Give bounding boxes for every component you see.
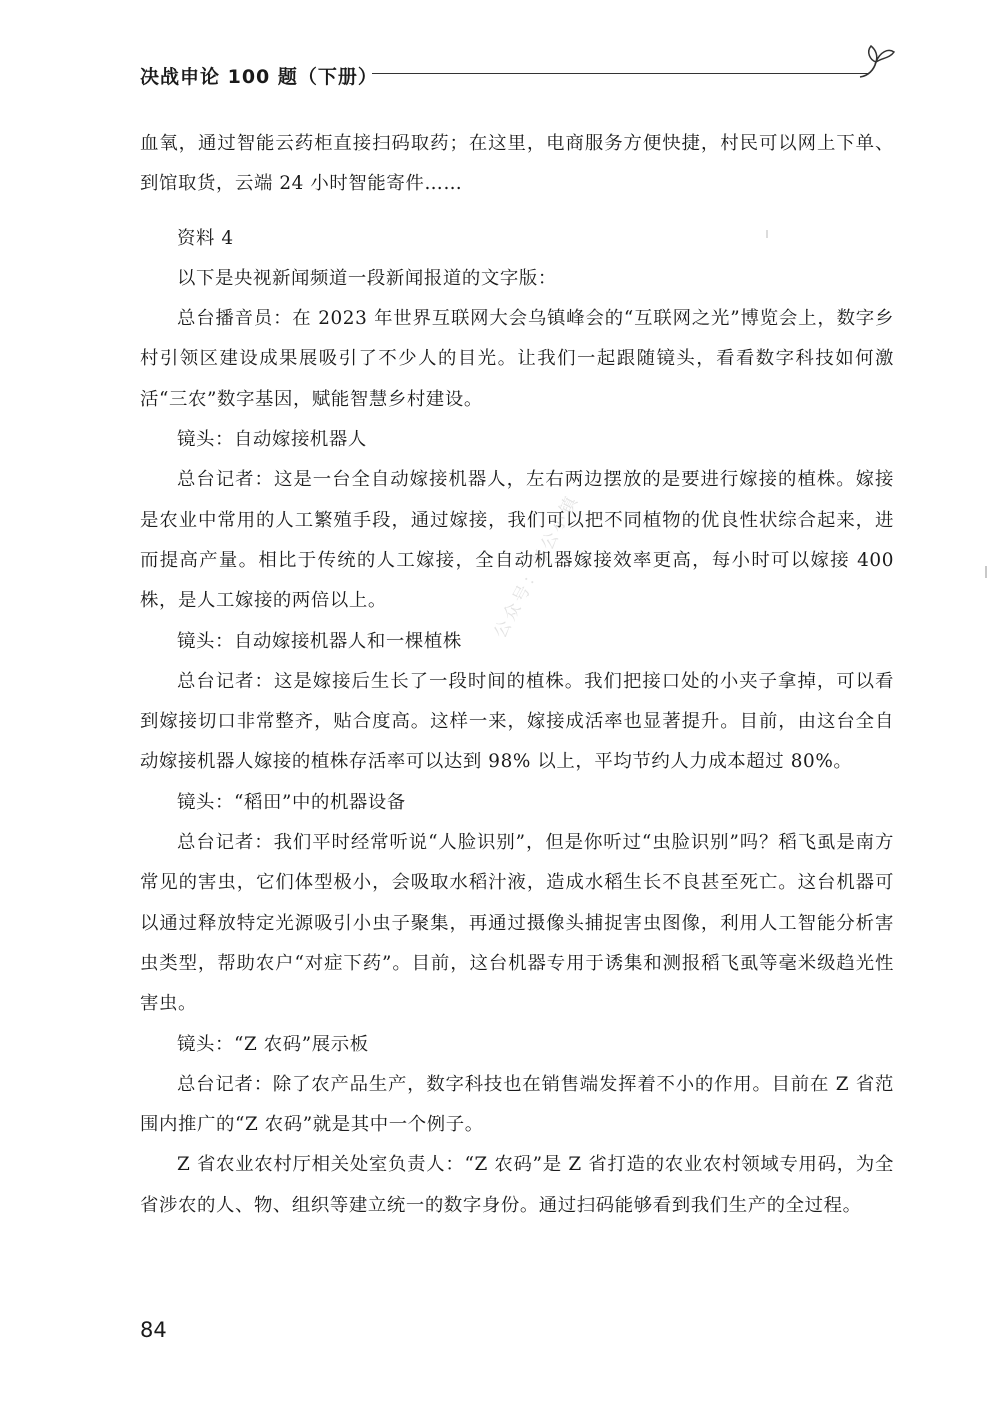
shot-heading: 镜头：自动嫁接机器人 bbox=[177, 429, 367, 451]
sprout-icon bbox=[856, 40, 900, 80]
page-number: 84 bbox=[140, 1318, 167, 1342]
section-heading: 资料 4 bbox=[177, 227, 234, 249]
paragraph: 总台记者：除了农产品生产，数字科技也在销售端发挥着不小的作用。目前在 Z 省范围内推广的“Z 农码”就是其中一个例子。 bbox=[140, 1073, 894, 1136]
paragraph: 总台播音员：在 2023 年世界互联网大会乌镇峰会的“互联网之光”博览会上，数字乡村引领区建设成果展吸引了不少人的目光。让我们一起跟随镜头，看看数字科技如何激活“三农”数字基因，赋能智慧乡村建设。 bbox=[140, 308, 894, 410]
scan-mark bbox=[766, 230, 768, 238]
shot-heading: 镜头：“稻田”中的机器设备 bbox=[177, 791, 406, 813]
paragraph: Z 省农业农村厅相关处室负责人：“Z 农码”是 Z 省打造的农业农村领域专用码，为全省涉农的人、物、组织等建立统一的数字身份。通过扫码能够看到我们生产的全过程。 bbox=[140, 1154, 894, 1216]
shot-heading: 镜头：自动嫁接机器人和一棵植株 bbox=[177, 630, 462, 652]
watermark: 公众号：考公小镇 bbox=[490, 491, 584, 642]
book-title: 决战申论 100 题（下册） bbox=[140, 66, 378, 88]
header-rule bbox=[372, 73, 868, 74]
paragraph: 总台记者：这是一台全自动嫁接机器人，左右两边摆放的是要进行嫁接的植株。嫁接是农业中常用的人工繁殖手段，通过嫁接，我们可以把不同植物的优良性状综合起来，进而提高产量。相比于传统的人工嫁接，全自动机器嫁接效率更高，每小时可以嫁接 400 株，是人工嫁接的两倍以上。 bbox=[140, 469, 894, 612]
paragraph: 以下是央视新闻频道一段新闻报道的文字版： bbox=[177, 267, 557, 289]
shot-heading: 镜头：“Z 农码”展示板 bbox=[177, 1033, 369, 1055]
running-header bbox=[140, 58, 900, 88]
scan-mark bbox=[985, 566, 987, 578]
paragraph-continued: 血氧，通过智能云药柜直接扫码取药；在这里，电商服务方便快捷，村民可以网上下单、到馆取货，云端 24 小时智能寄件…… bbox=[140, 133, 894, 195]
paragraph: 总台记者：我们平时经常听说“人脸识别”，但是你听过“虫脸识别”吗？稻飞虱是南方常见的害虫，它们体型极小，会吸取水稻汁液，造成水稻生长不良甚至死亡。这台机器可以通过释放特定光源吸引小虫子聚集，再通过摄像头捕捉害虫图像，利用人工智能分析害虫类型，帮助农户“对症下药”。目前，这台机器专用于诱集和测报稻飞虱等毫米级趋光性害虫。 bbox=[140, 832, 894, 1015]
paragraph: 总台记者：这是嫁接后生长了一段时间的植株。我们把接口处的小夹子拿掉，可以看到嫁接切口非常整齐，贴合度高。这样一来，嫁接成活率也显著提升。目前，由这台全自动嫁接机器人嫁接的植株存活率可以达到 98% 以上，平均节约人力成本超过 80%。 bbox=[140, 670, 894, 773]
body-text bbox=[140, 124, 894, 1226]
